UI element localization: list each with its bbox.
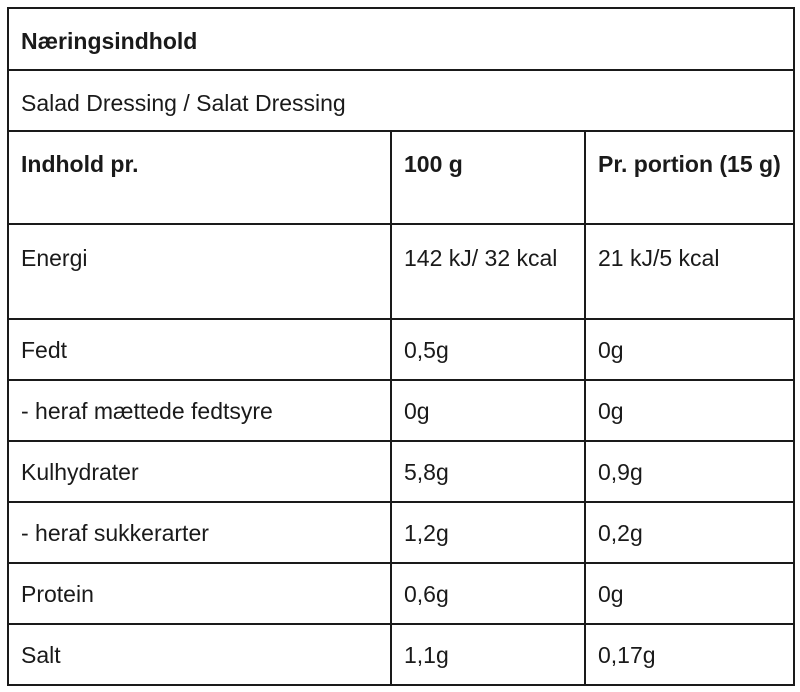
nutrient-name: - heraf sukkerarter <box>8 502 391 563</box>
header-row <box>8 131 794 224</box>
table-row-protein <box>8 563 794 624</box>
product-name: Salad Dressing / Salat Dressing <box>8 70 794 131</box>
nutrition-table-container <box>7 7 793 686</box>
header-per-100g: 100 g <box>391 131 585 224</box>
value-per-100g: 0,6g <box>391 563 585 624</box>
nutrient-name: Fedt <box>8 319 391 380</box>
nutrient-name: Protein <box>8 563 391 624</box>
table-title: Næringsindhold <box>8 8 794 70</box>
value-per-100g: 5,8g <box>391 441 585 502</box>
value-per-portion: 0g <box>585 380 794 441</box>
value-per-portion: 0,17g <box>585 624 794 685</box>
nutrient-name: - heraf mættede fedtsyre <box>8 380 391 441</box>
value-per-100g: 1,1g <box>391 624 585 685</box>
table-row-sukkerarter <box>8 502 794 563</box>
value-per-100g: 0g <box>391 380 585 441</box>
value-per-portion: 0g <box>585 563 794 624</box>
header-per-portion: Pr. portion (15 g) <box>585 131 794 224</box>
nutrient-name: Kulhydrater <box>8 441 391 502</box>
value-per-portion: 0,2g <box>585 502 794 563</box>
nutrient-name: Energi <box>8 224 391 319</box>
table-row-maettede-fedtsyre <box>8 380 794 441</box>
table-row-kulhydrater <box>8 441 794 502</box>
value-per-100g: 142 kJ/ 32 kcal <box>391 224 585 319</box>
value-per-portion: 0g <box>585 319 794 380</box>
table-row-salt <box>8 624 794 685</box>
value-per-100g: 1,2g <box>391 502 585 563</box>
value-per-portion: 0,9g <box>585 441 794 502</box>
value-per-100g: 0,5g <box>391 319 585 380</box>
table-row-energi <box>8 224 794 319</box>
value-per-portion: 21 kJ/5 kcal <box>585 224 794 319</box>
subtitle-row <box>8 70 794 131</box>
title-row <box>8 8 794 70</box>
nutrient-name: Salt <box>8 624 391 685</box>
header-content: Indhold pr. <box>8 131 391 224</box>
table-row-fedt <box>8 319 794 380</box>
nutrition-table <box>7 7 795 686</box>
